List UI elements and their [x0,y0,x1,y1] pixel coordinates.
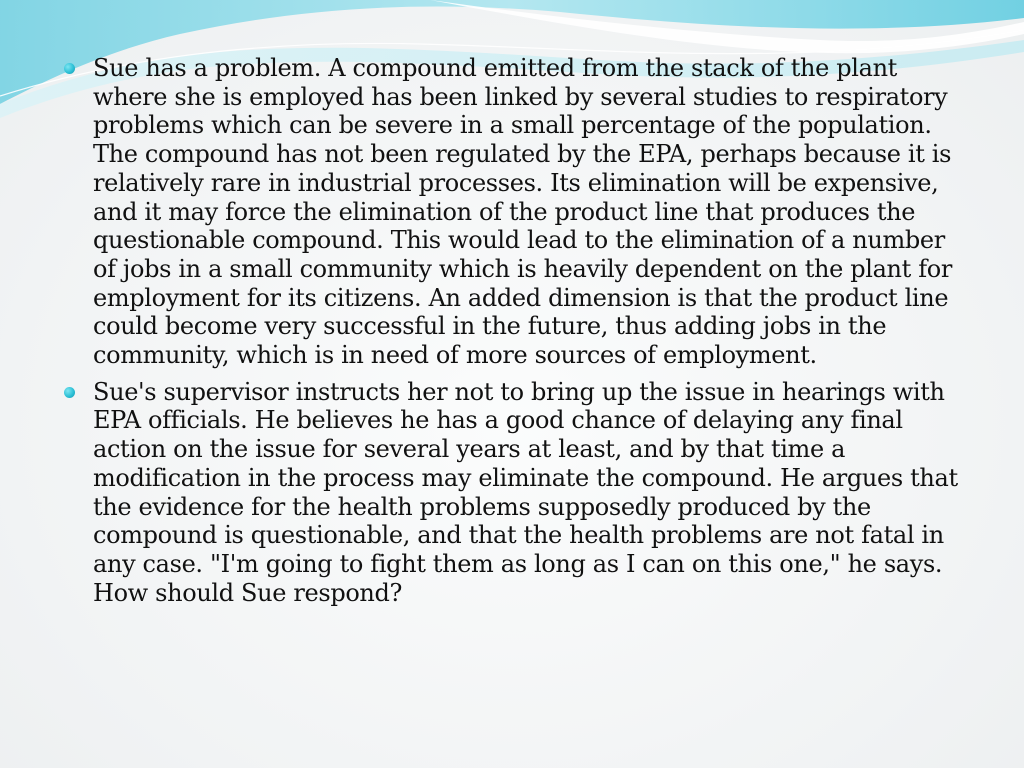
bullet-text: Sue's supervisor instructs her not to bring up the issue in hearings with EPA officials. He believes he has a good chance of delaying any final action on the issue for several years at least, and by that time a modification in the process may eliminate the compound. He argues that the evidence for the health problems supposedly produced by the compound is questionable, and that the health problems are not fatal in any case. "I'm going to fight them as long as I can on this one," he says. How should Sue respond? [93,377,958,607]
bullet-dot-icon [64,387,75,398]
slide-content [62,54,974,615]
bullet-item [62,54,974,370]
bullet-item [62,378,974,608]
bullet-text: Sue has a problem. A compound emitted from the stack of the plant where she is employed has been linked by several studies to respiratory problems which can be severe in a small percentage of the population. The compound has not been regulated by the EPA, perhaps because it is relatively rare in industrial processes. Its elimination will be expensive, and it may force the elimination of the product line that produces the questionable compound. This would lead to the elimination of a number of jobs in a small community which is heavily dependent on the plant for employment for its citizens. An added dimension is that the product line could become very successful in the future, thus adding jobs in the community, which is in need of more sources of employment. [93,54,952,370]
bullet-dot-icon [64,63,75,74]
bullet-list [62,54,974,607]
